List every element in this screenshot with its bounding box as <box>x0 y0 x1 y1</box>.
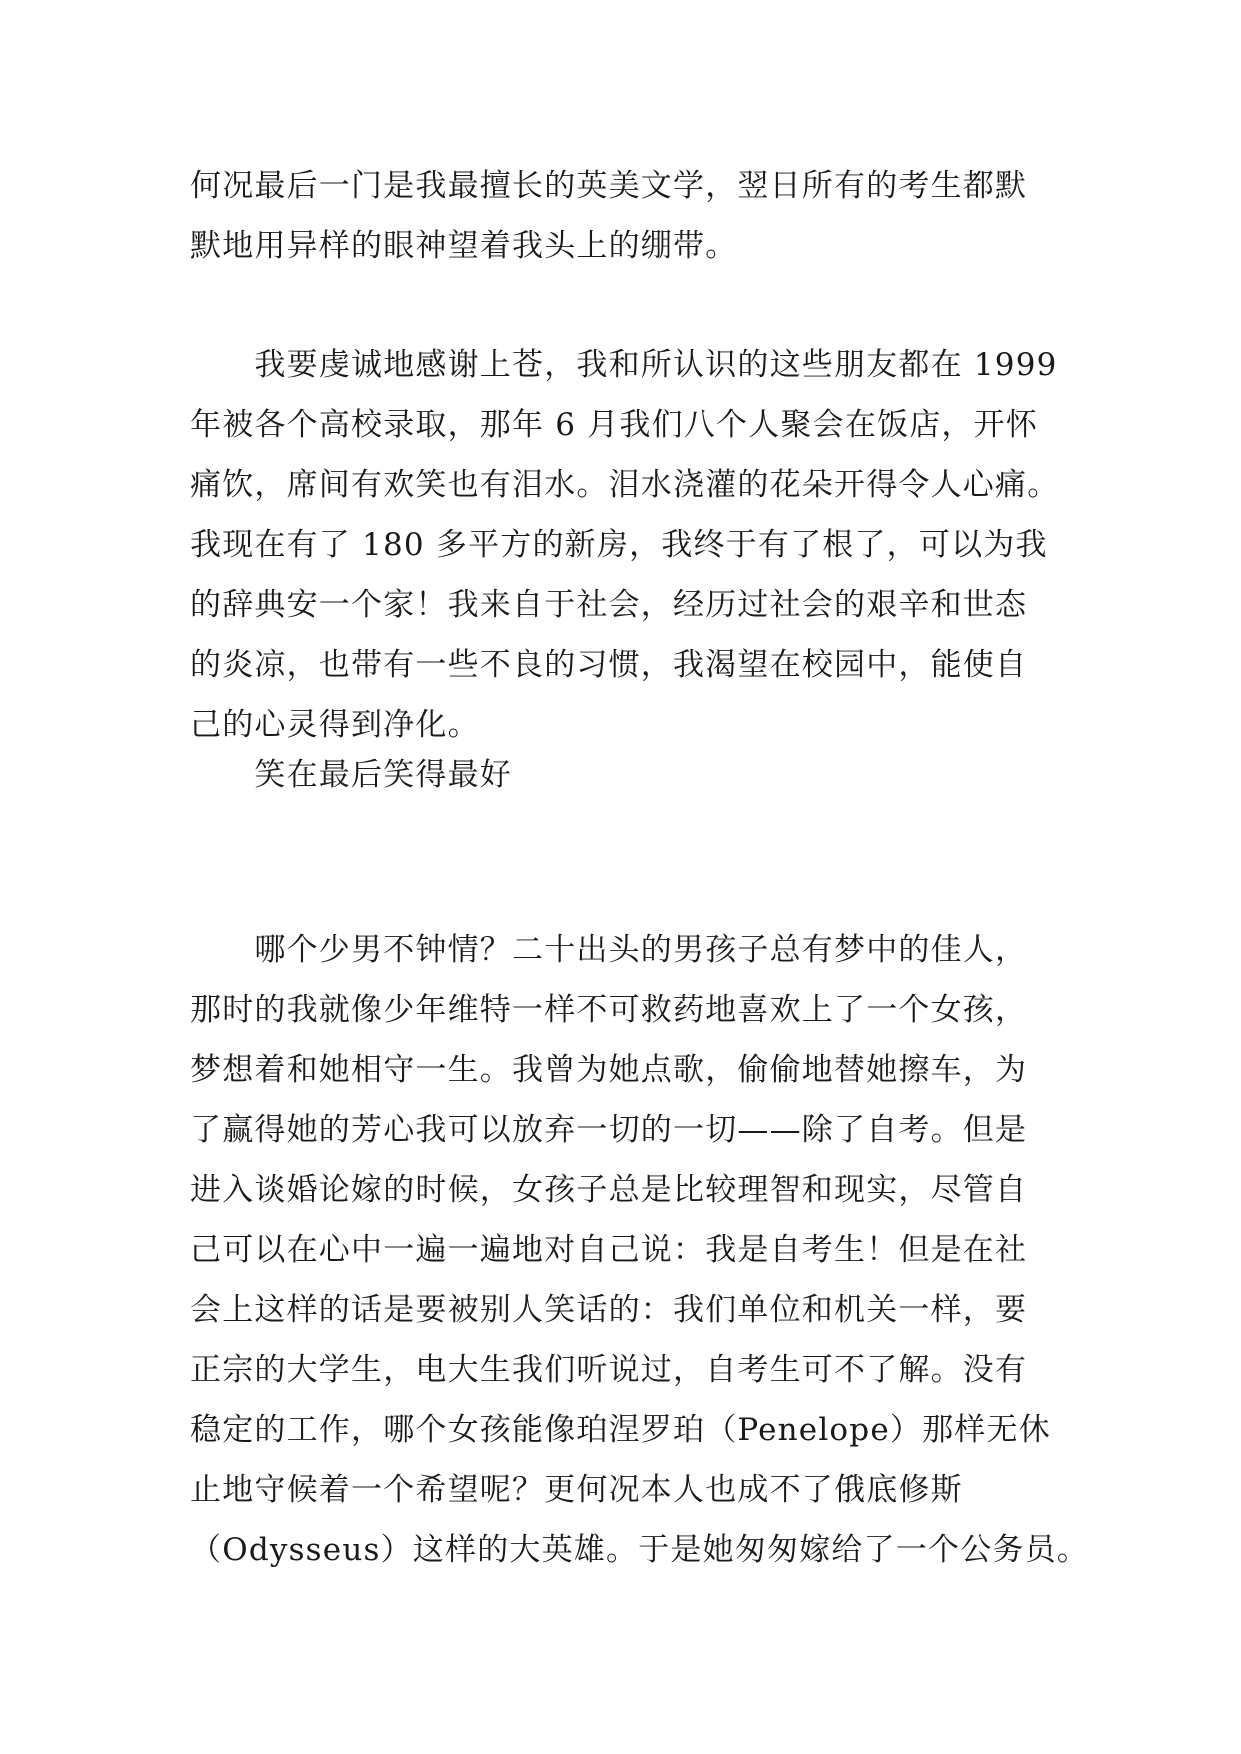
text-line: 己可以在心中一遍一遍地对自己说：我是自考生！但是在社 <box>190 1232 1028 1268</box>
paragraph-romance <box>190 920 1090 1580</box>
text-line: 稳定的工作，哪个女孩能像珀涅罗珀（Penelope）那样无休 <box>190 1412 1051 1448</box>
text-line: 己的心灵得到净化。 <box>190 707 480 743</box>
text-line: 我要虔诚地感谢上苍，我和所认识的这些朋友都在 1999 <box>190 347 1058 383</box>
text-line: 哪个少男不钟情？二十出头的男孩子总有梦中的佳人， <box>190 932 1028 968</box>
text-line: 的炎凉，也带有一些不良的习惯，我渴望在校园中，能使自 <box>190 647 1028 683</box>
text-line: 了赢得她的芳心我可以放弃一切的一切——除了自考。但是 <box>190 1112 1028 1148</box>
text-line: （Odysseus）这样的大英雄。于是她匆匆嫁给了一个公务员。 <box>190 1532 1090 1568</box>
text-line: 进入谈婚论嫁的时候，女孩子总是比较理智和现实，尽管自 <box>190 1172 1028 1208</box>
heading-text: 笑在最后笑得最好 <box>190 757 512 793</box>
text-line: 梦想着和她相守一生。我曾为她点歌，偷偷地替她擦车，为 <box>190 1052 1028 1088</box>
paragraph-exam-continuation <box>190 156 1070 276</box>
text-line: 止地守候着一个希望呢？更何况本人也成不了俄底修斯 <box>190 1472 963 1508</box>
text-line: 默地用异样的眼神望着我头上的绷带。 <box>190 228 738 264</box>
text-line: 那时的我就像少年维特一样不可救药地喜欢上了一个女孩， <box>190 992 1028 1028</box>
text-line: 我现在有了 180 多平方的新房，我终于有了根了，可以为我 <box>190 527 1048 563</box>
text-line: 正宗的大学生，电大生我们听说过，自考生可不了解。没有 <box>190 1352 1028 1388</box>
text-line: 年被各个高校录取，那年 6 月我们八个人聚会在饭店，开怀 <box>190 407 1039 443</box>
paragraph-gratitude <box>190 335 1070 755</box>
text-line: 何况最后一门是我最擅长的英美文学，翌日所有的考生都默 <box>190 168 1028 204</box>
text-line: 痛饮，席间有欢笑也有泪水。泪水浇灌的花朵开得令人心痛。 <box>190 467 1060 503</box>
text-line: 会上这样的话是要被别人笑话的：我们单位和机关一样，要 <box>190 1292 1028 1328</box>
text-line: 的辞典安一个家！我来自于社会，经历过社会的艰辛和世态 <box>190 587 1028 623</box>
section-heading <box>190 745 1070 805</box>
